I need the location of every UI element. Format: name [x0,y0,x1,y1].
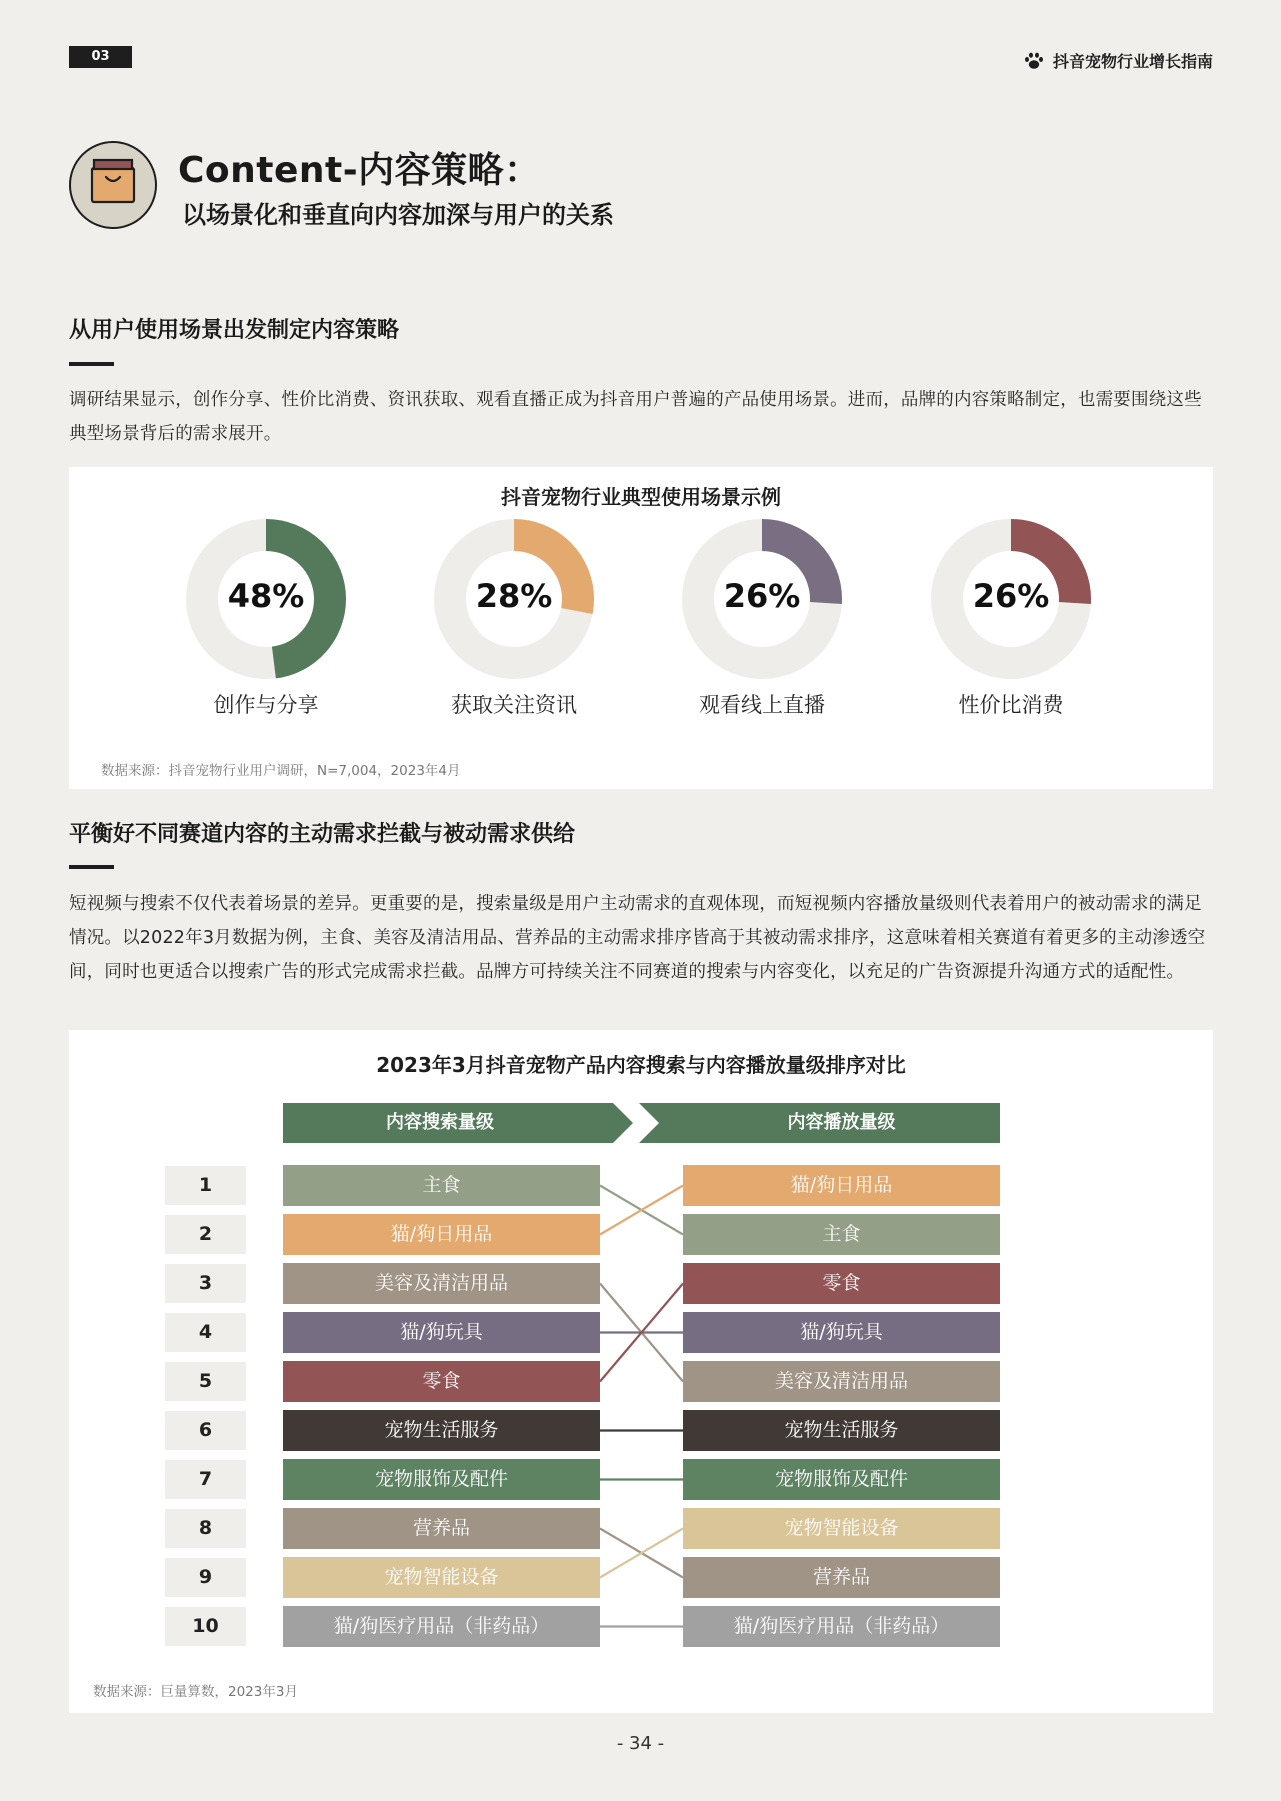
play-rank-bar: 宠物生活服务 [683,1410,1000,1451]
donut-value-3: 26% [723,577,801,615]
donut-value-4: 26% [972,577,1050,615]
rank-number: 9 [165,1558,246,1597]
search-rank-bar: 零食 [283,1361,600,1402]
search-rank-bar: 猫/狗日用品 [283,1214,600,1255]
section1-divider [69,362,114,366]
rank-number: 8 [165,1509,246,1548]
search-rank-bar: 主食 [283,1165,600,1206]
play-rank-bar: 主食 [683,1214,1000,1255]
paw-icon [1024,52,1044,70]
play-rank-bar: 零食 [683,1263,1000,1304]
search-rank-bar: 猫/狗医疗用品（非药品） [283,1606,600,1647]
ranking-source: 数据来源：巨量算数，2023年3月 [93,1684,298,1700]
rank-number: 7 [165,1460,246,1499]
search-rank-bar: 宠物生活服务 [283,1410,600,1451]
play-rank-bar: 宠物智能设备 [683,1508,1000,1549]
play-rank-bar: 宠物服饰及配件 [683,1459,1000,1500]
play-rank-bar: 猫/狗玩具 [683,1312,1000,1353]
search-rank-bar: 宠物服饰及配件 [283,1459,600,1500]
section2-divider [69,865,114,869]
scenario-chart-title: 抖音宠物行业典型使用场景示例 [501,485,781,509]
donut-label-2: 获取关注资讯 [451,693,577,717]
search-rank-bar: 美容及清洁用品 [283,1263,600,1304]
rank-number: 5 [165,1362,246,1401]
donut-value-1: 48% [227,577,305,615]
page-badge: 03 [69,46,132,68]
play-rank-bar: 猫/狗医疗用品（非药品） [683,1606,1000,1647]
column-header-play: 内容播放量级 [787,1112,896,1133]
play-rank-bar: 美容及清洁用品 [683,1361,1000,1402]
shopping-bag-icon [71,143,155,227]
play-rank-bar: 营养品 [683,1557,1000,1598]
column-header-search: 内容搜索量级 [386,1112,494,1133]
scenario-chart-card [69,467,1213,789]
donut-label-4: 性价比消费 [958,693,1064,717]
shopping-bag-badge [69,141,157,229]
report-header [1024,49,1213,72]
ranking-chart-title: 2023年3月抖音宠物产品内容搜索与内容播放量级排序对比 [376,1053,906,1077]
page-title: Content-内容策略： [178,150,541,191]
search-rank-bar: 营养品 [283,1508,600,1549]
rank-number: 4 [165,1313,246,1352]
section2-paragraph: 短视频与搜索不仅代表着场景的差异。更重要的是，搜索量级是用户主动需求的直观体现，而短视频内容播放量级则代表着用户的被动需求的满足情况。以2022年3月数据为例，主食、美容及清洁用品、营养品的主动需求排序皆高于其被动需求排序，这意味着相关赛道有着更多的主动渗透空间，同时也更适合以搜索广告的形式完成需求拦截。品牌方可持续关注不同赛道的搜索与内容变化，以充足的广告资源提升沟通方式的适配性。 [69,894,1206,982]
donut-label-3: 观看线上直播 [699,693,825,717]
search-rank-bar: 猫/狗玩具 [283,1312,600,1353]
section2-title: 平衡好不同赛道内容的主动需求拦截与被动需求供给 [69,822,576,847]
scenario-source: 数据来源：抖音宠物行业用户调研，N=7,004，2023年4月 [101,763,461,779]
rank-number: 6 [165,1411,246,1450]
page-number: - 34 - [616,1733,665,1754]
section1-paragraph: 调研结果显示，创作分享、性价比消费、资讯获取、观看直播正成为抖音用户普遍的产品使用场景。进而，品牌的内容策略制定，也需要围绕这些典型场景背后的需求展开。 [69,390,1202,444]
play-rank-bar: 猫/狗日用品 [683,1165,1000,1206]
section1-title: 从用户使用场景出发制定内容策略 [69,318,400,343]
report-title: 抖音宠物行业增长指南 [1052,52,1213,71]
rank-number: 10 [165,1607,246,1646]
rank-number: 3 [165,1264,246,1303]
page-subtitle: 以场景化和垂直向内容加深与用户的关系 [182,201,614,229]
search-rank-bar: 宠物智能设备 [283,1557,600,1598]
ranking-chart-card [69,1030,1213,1713]
rank-number: 2 [165,1215,246,1254]
donut-value-2: 28% [475,577,553,615]
donut-label-1: 创作与分享 [213,693,319,717]
rank-number: 1 [165,1166,246,1205]
